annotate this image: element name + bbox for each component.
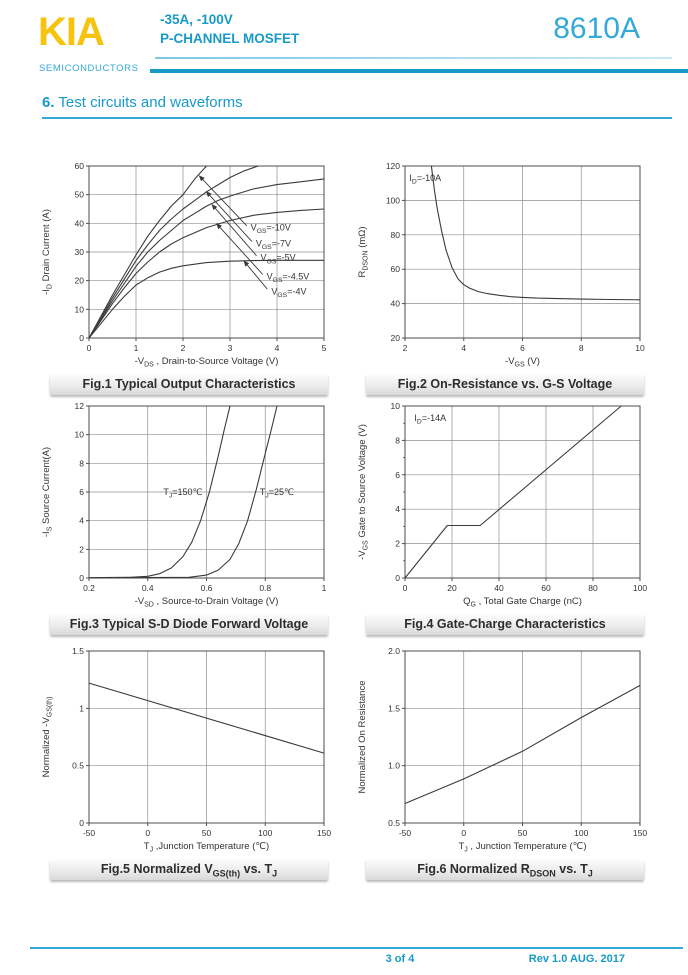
header-rule-thick	[150, 69, 688, 73]
svg-text:-ID Drain Current (A): $-I_D$ Drain Current (A)	[41, 209, 54, 295]
svg-text:100: 100	[258, 828, 273, 838]
svg-text:6: 6	[520, 343, 525, 353]
svg-text:40: 40	[390, 298, 400, 309]
figure-6	[350, 641, 660, 880]
svg-text:0: 0	[395, 573, 400, 583]
svg-text:TJ=150℃: $T_J=150℃$	[163, 487, 203, 500]
fig2-caption: Fig.2 On-Resistance vs. G-S Voltage	[366, 374, 644, 395]
svg-text:6: 6	[79, 487, 84, 497]
svg-text:VGS=-5V: $V_{GS}=-5V$	[260, 252, 296, 266]
fig2-chart	[350, 156, 660, 372]
svg-text:0: 0	[145, 828, 151, 838]
header-rule-thin	[155, 57, 672, 59]
fig5-chart	[34, 641, 344, 857]
footer-rule	[30, 947, 683, 949]
device-type: P-CHANNEL MOSFET	[160, 31, 300, 46]
figure-4	[350, 396, 660, 635]
svg-text:8: 8	[578, 343, 584, 353]
fig1-caption: Fig.1 Typical Output Characteristics	[50, 374, 328, 395]
svg-text:50: 50	[517, 828, 528, 838]
svg-text:100: 100	[574, 828, 589, 838]
fig4-caption: Fig.4 Gate-Charge Characteristics	[366, 614, 644, 635]
svg-text:2: 2	[395, 538, 400, 549]
svg-text:Normalized -VGS(th): Normalized $-V_{GS(th)}$	[41, 696, 54, 778]
svg-text:40: 40	[74, 218, 84, 229]
fig6-caption: Fig.6 Normalized $R_{DSON}$ vs. $T_J$	[366, 859, 644, 880]
svg-text:ID=-14A: $I_D=-14A$	[414, 413, 447, 426]
svg-text:2: 2	[180, 343, 186, 353]
page-number: 3 of 4	[385, 953, 415, 965]
svg-text:VGS=-4.5V: $V_{GS}=-4.5V$	[266, 271, 310, 284]
svg-text:6: 6	[395, 469, 400, 480]
svg-text:0.6: 0.6	[200, 583, 213, 593]
svg-text:10: 10	[390, 401, 400, 411]
svg-text:8: 8	[79, 458, 84, 469]
svg-text:5: 5	[321, 343, 327, 353]
svg-text:80: 80	[588, 583, 598, 593]
svg-text:10: 10	[635, 343, 645, 353]
svg-text:1: 1	[79, 703, 84, 714]
svg-text:40: 40	[494, 583, 504, 593]
svg-text:-50: -50	[82, 828, 96, 838]
svg-text:4: 4	[79, 515, 84, 526]
svg-text:TJ , Junction Temperature (℃): $T_J$ , Junction Temperature (℃)	[458, 841, 587, 854]
svg-text:VGS=-7V: $V_{GS}=-7V$	[255, 238, 291, 251]
svg-text:80: 80	[390, 229, 400, 240]
svg-text:10: 10	[74, 304, 84, 315]
svg-text:VGS=-10V: $V_{GS}=-10V$	[250, 222, 291, 236]
svg-text:150: 150	[316, 828, 332, 838]
svg-text:0.2: 0.2	[83, 583, 95, 593]
svg-text:2.0: 2.0	[388, 646, 400, 656]
svg-text:0.4: 0.4	[141, 583, 154, 593]
svg-text:QG , Total Gate Charge (nC): $Q_G$ , Total Gate Charge (nC)	[463, 596, 582, 609]
svg-text:2: 2	[402, 343, 408, 353]
svg-text:VGS=-4V: $V_{GS}=-4V$	[271, 286, 307, 299]
figure-5	[34, 641, 344, 880]
device-rating: -35A, -100V	[160, 12, 233, 27]
svg-text:0.5: 0.5	[72, 760, 84, 771]
svg-text:10: 10	[74, 429, 84, 440]
svg-text:-IS Source Current(A): $-I_S$ Source Current(A)	[41, 446, 54, 538]
fig1-chart	[34, 156, 344, 372]
svg-text:-VGS Gate to Source Voltage (V: $-V_{GS}$ Gate to Source Voltage (V)	[357, 424, 370, 560]
svg-text:60: 60	[74, 161, 84, 171]
figure-2	[350, 156, 660, 395]
kia-logo: KIA	[38, 10, 104, 54]
svg-text:1.0: 1.0	[388, 760, 400, 771]
svg-text:3: 3	[227, 343, 233, 353]
svg-text:50: 50	[74, 189, 84, 200]
svg-text:ID=-10A: $I_D=-10A$	[409, 173, 442, 186]
svg-text:20: 20	[390, 333, 400, 343]
svg-text:150: 150	[632, 828, 648, 838]
kia-logo-subtitle: SEMICONDUCTORS	[39, 63, 139, 74]
svg-text:1.5: 1.5	[388, 703, 400, 714]
svg-text:20: 20	[447, 583, 457, 593]
figure-1	[34, 156, 344, 395]
svg-text:60: 60	[541, 583, 551, 593]
svg-text:0.8: 0.8	[259, 583, 272, 593]
fig5-caption: Fig.5 Normalized $V_{GS(th)}$ vs. $T_J$	[50, 859, 328, 880]
svg-text:100: 100	[385, 195, 400, 206]
svg-text:30: 30	[74, 247, 84, 257]
svg-text:0: 0	[79, 818, 84, 828]
svg-text:4: 4	[461, 343, 467, 353]
svg-text:1.5: 1.5	[72, 646, 84, 656]
section-heading	[42, 94, 672, 119]
svg-text:TJ=25℃: $T_J=25℃$	[259, 487, 295, 500]
svg-text:0: 0	[79, 333, 84, 343]
svg-text:100: 100	[632, 583, 648, 593]
svg-text:0: 0	[461, 828, 467, 838]
revision-info: Rev 1.0 AUG. 2017	[528, 953, 625, 965]
svg-text:-VSD , Source-to-Drain Voltage: $-V_{SD}$ , Source-to-Drain Voltage (V)	[134, 596, 279, 609]
svg-text:Normalized On Resistance: Normalized On Resistance	[357, 680, 368, 794]
fig3-caption: Fig.3 Typical S-D Diode Forward Voltage	[50, 614, 328, 635]
svg-text:2: 2	[79, 544, 84, 555]
svg-text:0: 0	[402, 583, 408, 593]
svg-text:-50: -50	[398, 828, 412, 838]
svg-text:20: 20	[74, 275, 84, 286]
svg-text:1: 1	[321, 583, 327, 593]
svg-text:4: 4	[274, 343, 280, 353]
fig6-chart	[350, 641, 660, 857]
section-number: 6.	[42, 94, 55, 111]
svg-text:0: 0	[79, 573, 84, 583]
figure-3	[34, 396, 344, 635]
svg-text:60: 60	[390, 264, 400, 275]
svg-text:4: 4	[395, 504, 400, 515]
svg-text:12: 12	[74, 401, 84, 411]
part-number: 8610A	[553, 12, 640, 45]
fig3-chart	[34, 396, 344, 612]
svg-text:-VGS (V): $-V_{GS}$ (V)	[505, 356, 540, 369]
svg-text:120: 120	[385, 161, 400, 171]
svg-text:TJ ,Junction Temperature (℃): $T_J$ ,Junction Temperature (℃)	[143, 841, 270, 854]
svg-text:8: 8	[395, 435, 400, 446]
fig4-chart	[350, 396, 660, 612]
svg-text:RDSON (mΩ): $R_{DSON}$ (mΩ)	[357, 226, 370, 278]
section-title: Test circuits and waveforms	[54, 94, 243, 111]
svg-text:-VDS , Drain-to-Source Voltage: $-V_{DS}$ , Drain-to-Source Voltage (V)	[134, 356, 279, 369]
svg-text:0: 0	[86, 343, 92, 353]
svg-text:50: 50	[201, 828, 212, 838]
svg-text:0.5: 0.5	[388, 818, 400, 828]
svg-text:1: 1	[133, 343, 139, 353]
